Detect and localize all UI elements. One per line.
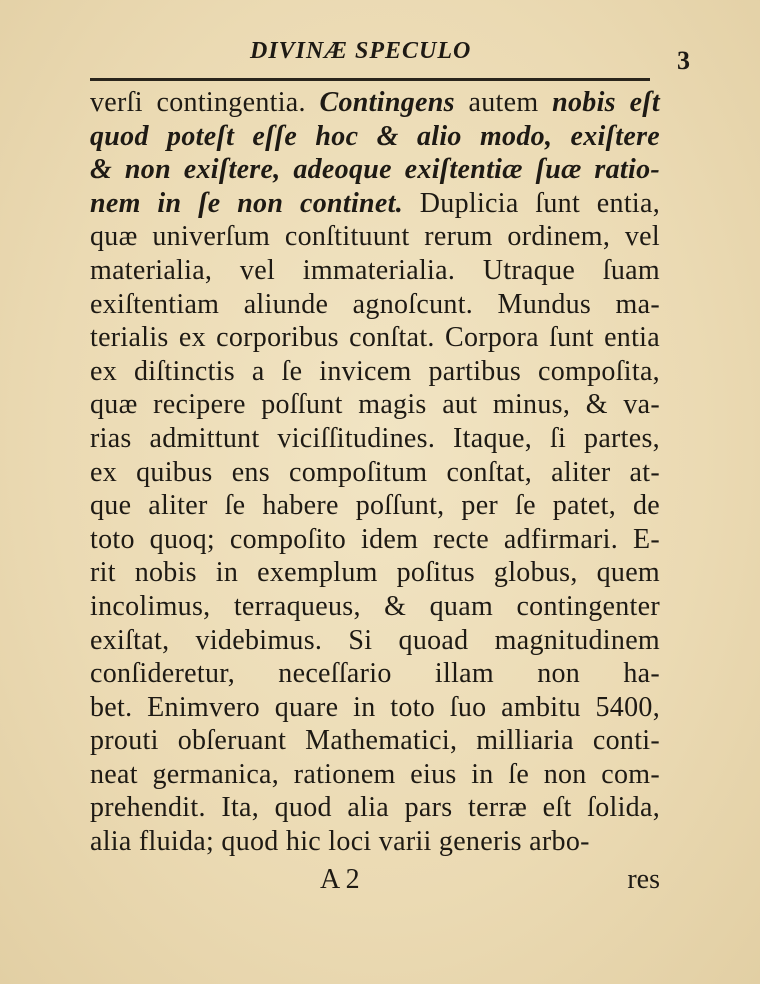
roman-run: quæ univerſum conſtituunt rerum ordinem, vel [90,221,660,253]
text-line [90,624,660,658]
signature-mark: A 2 [320,864,360,895]
text-line [90,388,660,422]
roman-run: materialia, vel immaterialia. Utraque ſuam [90,254,660,286]
roman-run: autem [454,87,553,118]
running-head: DIVINÆ SPECULO [250,38,472,64]
body-text [90,86,660,859]
text-line [90,456,660,490]
roman-run: verſi contingentia. [90,87,320,118]
roman-run: neat germanica, rationem eius in ſe non com- [90,758,660,790]
text-line [90,422,660,456]
text-line [90,791,660,825]
text-line [90,220,660,254]
text-line [90,724,660,758]
roman-run: rit nobis in exemplum poſitus globus, quem [90,557,660,589]
text-line [90,86,660,120]
roman-run: rias admittunt viciſſitudines. Itaque, ſi partes, [90,422,660,454]
roman-run: quæ recipere poſſunt magis aut minus, & va- [90,389,660,421]
catchword: res [627,864,660,895]
text-line [90,288,660,322]
italic-run: & non exiſtere, adeoque exiſtentiæ ſuæ ratio- [90,154,660,186]
page-header [90,36,690,75]
text-line [90,355,660,389]
italic-run: Contingens [319,87,455,118]
italic-run: nem in ſe non continet. [90,187,404,219]
text-line [90,590,660,624]
page-footer [90,864,660,900]
text-line [90,153,660,187]
text-line [90,187,660,221]
italic-run: quod poteſt eſſe hoc & alio modo, exiſtere [90,120,660,152]
roman-run: bet. Enimvero quare in toto ſuo ambitu 5400, [90,691,660,723]
roman-run: exiſtentiam aliunde agnoſcunt. Mundus ma- [90,288,660,320]
header-rule [90,78,650,81]
roman-run: que aliter ſe habere poſſunt, per ſe patet, de [90,490,660,522]
roman-run: toto quoq; compoſito idem recte adfirmari. E- [90,523,660,555]
roman-run: conſideretur, neceſſario illam non ha- [90,658,660,690]
text-line [90,523,660,557]
text-line [90,556,660,590]
page-number: 3 [677,46,690,75]
text-line [90,691,660,725]
roman-run: Duplicia ſunt entia, [403,187,661,219]
roman-run: incolimus, terraqueus, & quam contingenter [90,590,660,622]
text-line [90,254,660,288]
roman-run: terialis ex corporibus conſtat. Corpora ſunt entia [90,322,660,354]
text-line [90,825,660,859]
roman-run: ex quibus ens compoſitum conſtat, aliter at- [90,456,660,488]
text-line [90,489,660,523]
text-line [90,758,660,792]
text-line [90,120,660,154]
roman-run: exiſtat, videbimus. Si quoad magnitudinem [90,624,660,656]
text-line [90,321,660,355]
italic-run: nobis eſt [552,87,661,118]
roman-run: prehendit. Ita, quod alia pars terræ eſt ſolida, [90,792,660,824]
roman-run: prouti obſeruant Mathematici, milliaria conti- [90,725,660,757]
text-line [90,657,660,691]
roman-run: alia fluida; quod hic loci varii generis arbo- [90,826,590,858]
roman-run: ex diſtinctis a ſe invicem partibus compoſita, [90,355,660,387]
